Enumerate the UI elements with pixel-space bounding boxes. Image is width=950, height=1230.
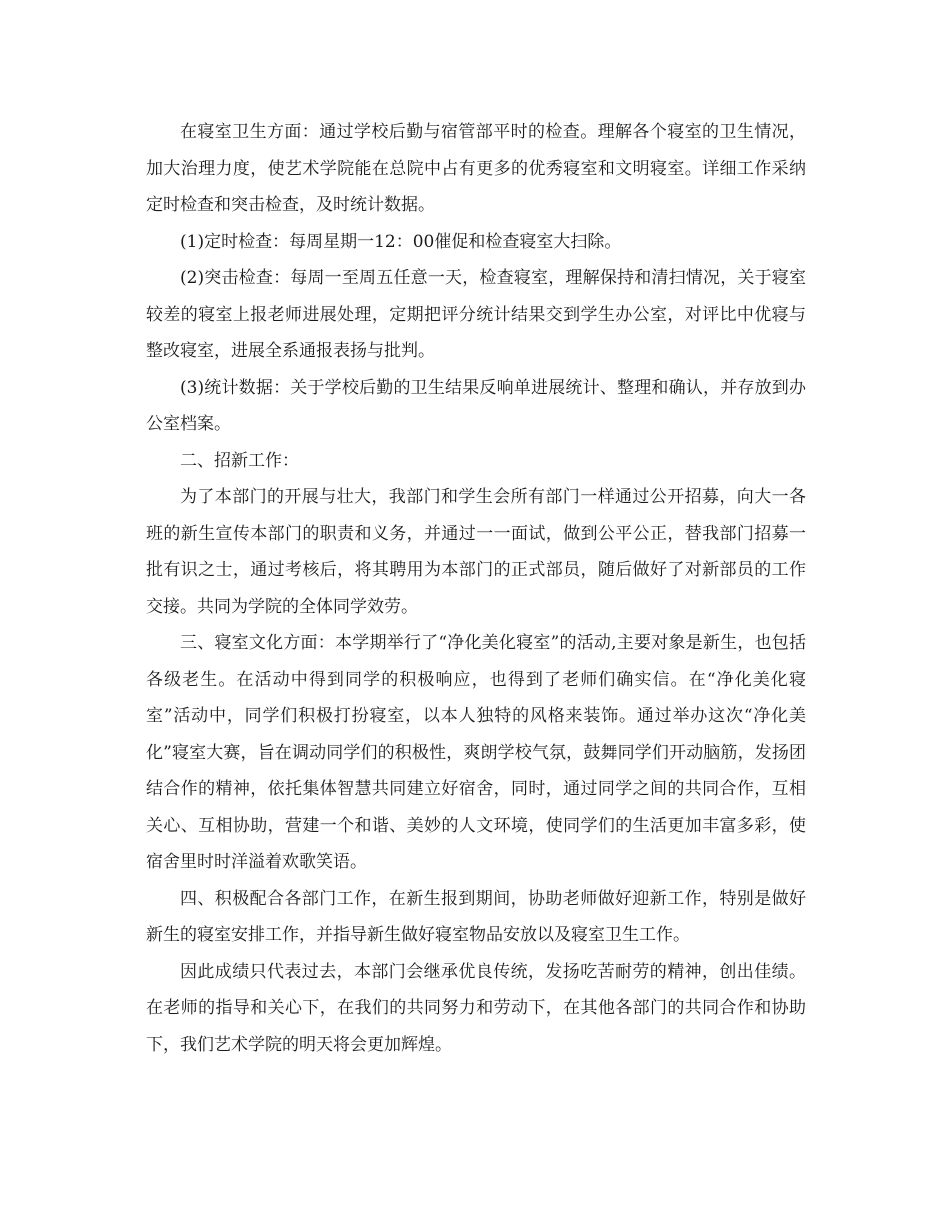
document-body xyxy=(146,114,806,1063)
paragraph-cooperation: 四、积极配合各部门工作，在新生报到期间，协助老师做好迎新工作，特别是做好新生的寝室安排工作，并指导新生做好寝室物品安放以及寝室卫生工作。 xyxy=(146,888,806,945)
paragraph-dorm-culture: 三、寝室文化方面：本学期举行了“净化美化寝室”的活动,主要对象是新生，也包括各级老生。在活动中得到同学的积极响应，也得到了老师们确实信。在“净化美化寝室”活动中，同学们积极打扮寝室，以本人独特的风格来装饰。通过举办这次“净化美化”寝室大赛，旨在调动同学们的积极性，爽朗学校气氛，鼓舞同学们开动脑筋，发扬团结合作的精神，依托集体智慧共同建立好宿舍，同时，通过同学之间的共同合作，互相关心、互相协助，营建一个和谐、美妙的人文环境，使同学们的生活更加丰富多彩，使宿舍里时时洋溢着欢歌笑语。 xyxy=(146,633,806,872)
paragraph-scheduled-inspection: (1)定时检查：每周星期一12：00催促和检查寝室大扫除。 xyxy=(180,231,622,252)
paragraph-surprise-inspection: (2)突击检查：每周一至周五任意一天，检查寝室，理解保持和清扫情况，关于寝室较差的寝室上报老师进展处理，定期把评分统计结果交到学生办公室，对评比中优寝与整改寝室，进展全系通报表扬与批判。 xyxy=(146,268,806,361)
paragraph-dorm-hygiene: 在寝室卫生方面：通过学校后勤与宿管部平时的检查。理解各个寝室的卫生情况，加大治理力度，使艺术学院能在总院中占有更多的优秀寝室和文明寝室。详细工作采纳定时检查和突击检查，及时统计数据。 xyxy=(146,122,806,215)
paragraph-statistics: (3)统计数据：关于学校后勤的卫生结果反响单进展统计、整理和确认，并存放到办公室档案。 xyxy=(146,377,806,434)
section-heading-recruitment: 二、招新工作： xyxy=(180,450,299,471)
paragraph-conclusion: 因此成绩只代表过去，本部门会继承优良传统，发扬吃苦耐劳的精神，创出佳绩。在老师的指导和关心下，在我们的共同努力和劳动下，在其他各部门的共同合作和协助下，我们艺术学院的明天将会更加辉煌。 xyxy=(146,961,806,1055)
paragraph-recruitment: 为了本部门的开展与壮大，我部门和学生会所有部门一样通过公开招募，向大一各班的新生宣传本部门的职责和义务，并通过一一面试，做到公平公正，替我部门招募一批有识之士，通过考核后，将其聘用为本部门的正式部员，随后做好了对新部员的工作交接。共同为学院的全体同学效劳。 xyxy=(146,487,806,617)
